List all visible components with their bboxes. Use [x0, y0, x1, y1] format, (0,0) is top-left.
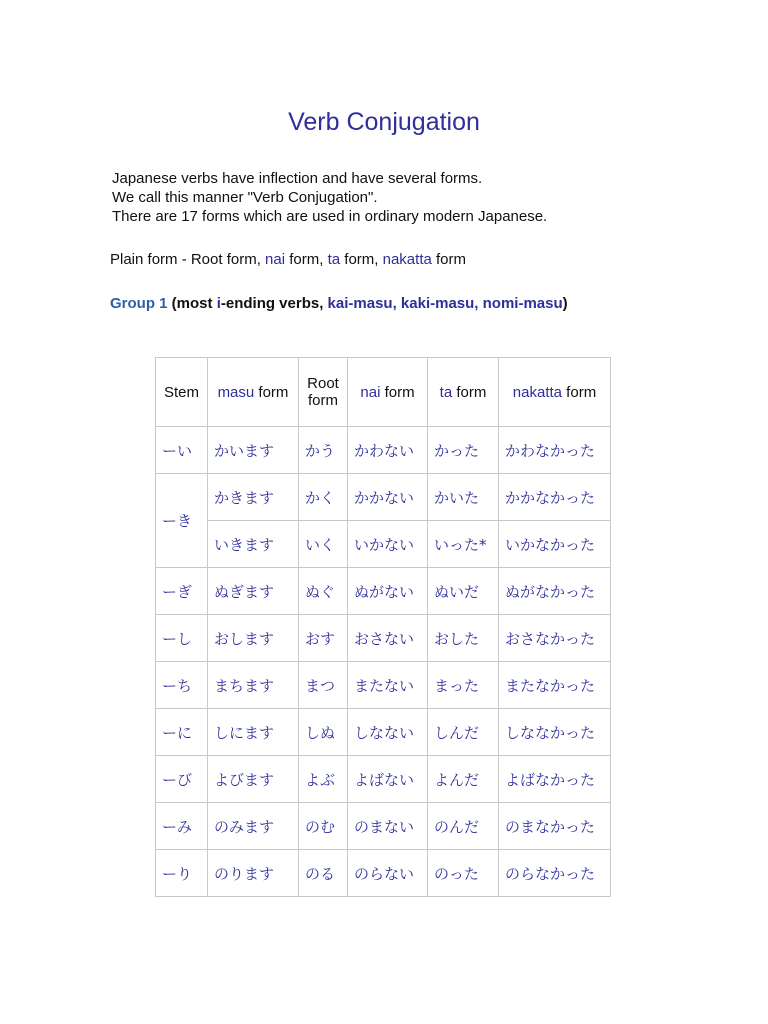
intro-line: There are 17 forms which are used in ordinary modern Japanese. — [112, 208, 548, 225]
ta-cell: おした — [428, 615, 499, 662]
header-root — [299, 358, 348, 427]
header-nai-term: nai — [360, 383, 381, 401]
nakatta-cell: よばなかった — [499, 756, 611, 803]
nai-cell: よばない — [348, 756, 428, 803]
header-ta — [428, 358, 499, 427]
ta-cell: よんだ — [428, 756, 499, 803]
table-row — [156, 474, 611, 521]
header-stem: Stem — [156, 358, 208, 427]
nakatta-cell: のらなかった — [499, 850, 611, 897]
group-text: -ending verbs, — [220, 295, 328, 312]
plain-form-line — [110, 250, 466, 269]
nai-cell: しなない — [348, 709, 428, 756]
nakatta-cell: またなかった — [499, 662, 611, 709]
nai-cell: のらない — [348, 850, 428, 897]
nai-cell: かかない — [348, 474, 428, 521]
header-form-text: form — [254, 383, 289, 401]
nai-term: nai — [265, 251, 286, 268]
group-heading — [110, 294, 568, 314]
table-row — [156, 615, 611, 662]
header-masu — [208, 358, 299, 427]
header-nakatta — [499, 358, 611, 427]
table-row — [156, 521, 611, 568]
plain-form-text: form, — [285, 251, 328, 268]
intro-line: We call this manner "Verb Conjugation". — [112, 189, 378, 206]
ta-cell: かいた — [428, 474, 499, 521]
masu-cell: まちます — [208, 662, 299, 709]
root-cell: いく — [299, 521, 348, 568]
nakatta-term: nakatta — [382, 251, 432, 268]
group-text: (most — [167, 295, 217, 312]
ta-cell: のんだ — [428, 803, 499, 850]
group-label: Group 1 — [110, 295, 168, 312]
masu-cell: しにます — [208, 709, 299, 756]
table-row — [156, 568, 611, 615]
header-nai — [348, 358, 428, 427]
table-row — [156, 803, 611, 850]
masu-cell: のみます — [208, 803, 299, 850]
nakatta-cell: かかなかった — [499, 474, 611, 521]
root-cell: ぬぐ — [299, 568, 348, 615]
nakatta-cell: のまなかった — [499, 803, 611, 850]
root-cell: のる — [299, 850, 348, 897]
page-title: Verb Conjugation — [288, 108, 480, 136]
table-row — [156, 662, 611, 709]
ta-cell: かった — [428, 427, 499, 474]
root-cell: かう — [299, 427, 348, 474]
root-cell: しぬ — [299, 709, 348, 756]
masu-cell: いきます — [208, 521, 299, 568]
nai-cell: かわない — [348, 427, 428, 474]
stem-cell: ーぎ — [156, 568, 208, 615]
masu-cell: かきます — [208, 474, 299, 521]
masu-cell: おします — [208, 615, 299, 662]
nai-cell: のまない — [348, 803, 428, 850]
header-nakatta-term: nakatta — [512, 383, 563, 401]
table-header-row — [156, 358, 611, 427]
nai-cell: いかない — [348, 521, 428, 568]
nakatta-cell: いかなかった — [499, 521, 611, 568]
root-cell: よぶ — [299, 756, 348, 803]
header-masu-term: masu — [217, 383, 255, 401]
stem-cell: ーい — [156, 427, 208, 474]
table-row — [156, 850, 611, 897]
header-ta-term: ta — [439, 383, 453, 401]
stem-cell: ーり — [156, 850, 208, 897]
header-form-text: form — [452, 383, 487, 401]
nakatta-cell: おさなかった — [499, 615, 611, 662]
ta-cell: いった* — [428, 521, 499, 568]
group-text: ) — [562, 295, 568, 312]
nai-cell: またない — [348, 662, 428, 709]
stem-cell: ーき — [156, 474, 208, 568]
table-row — [156, 427, 611, 474]
masu-cell: ぬぎます — [208, 568, 299, 615]
masu-cell: のります — [208, 850, 299, 897]
header-root-line: form — [308, 392, 338, 409]
table-row — [156, 756, 611, 803]
stem-cell: ーに — [156, 709, 208, 756]
header-root-line: Root — [307, 375, 339, 392]
header-form-text: form — [562, 383, 597, 401]
ta-term: ta — [327, 251, 341, 268]
nakatta-cell: ぬがなかった — [499, 568, 611, 615]
nakatta-cell: かわなかった — [499, 427, 611, 474]
group-i: i — [216, 295, 221, 312]
masu-cell: かいます — [208, 427, 299, 474]
table-row — [156, 709, 611, 756]
stem-cell: ーち — [156, 662, 208, 709]
group-examples: kai-masu, kaki-masu, nomi-masu — [327, 295, 563, 312]
root-cell: かく — [299, 474, 348, 521]
plain-form-text: form — [431, 251, 467, 268]
ta-cell: のった — [428, 850, 499, 897]
plain-prefix: Plain form - Root form, — [110, 251, 266, 268]
nai-cell: ぬがない — [348, 568, 428, 615]
intro-line: Japanese verbs have inflection and have several forms. — [112, 170, 483, 187]
ta-cell: まった — [428, 662, 499, 709]
root-cell: おす — [299, 615, 348, 662]
stem-cell: ーみ — [156, 803, 208, 850]
nakatta-cell: しななかった — [499, 709, 611, 756]
plain-form-text: form, — [340, 251, 383, 268]
header-form-text: form — [380, 383, 415, 401]
root-cell: まつ — [299, 662, 348, 709]
ta-cell: しんだ — [428, 709, 499, 756]
masu-cell: よびます — [208, 756, 299, 803]
root-cell: のむ — [299, 803, 348, 850]
stem-cell: ーび — [156, 756, 208, 803]
intro-paragraph — [112, 169, 547, 226]
conjugation-table — [155, 357, 611, 897]
ta-cell: ぬいだ — [428, 568, 499, 615]
stem-cell: ーし — [156, 615, 208, 662]
nai-cell: おさない — [348, 615, 428, 662]
